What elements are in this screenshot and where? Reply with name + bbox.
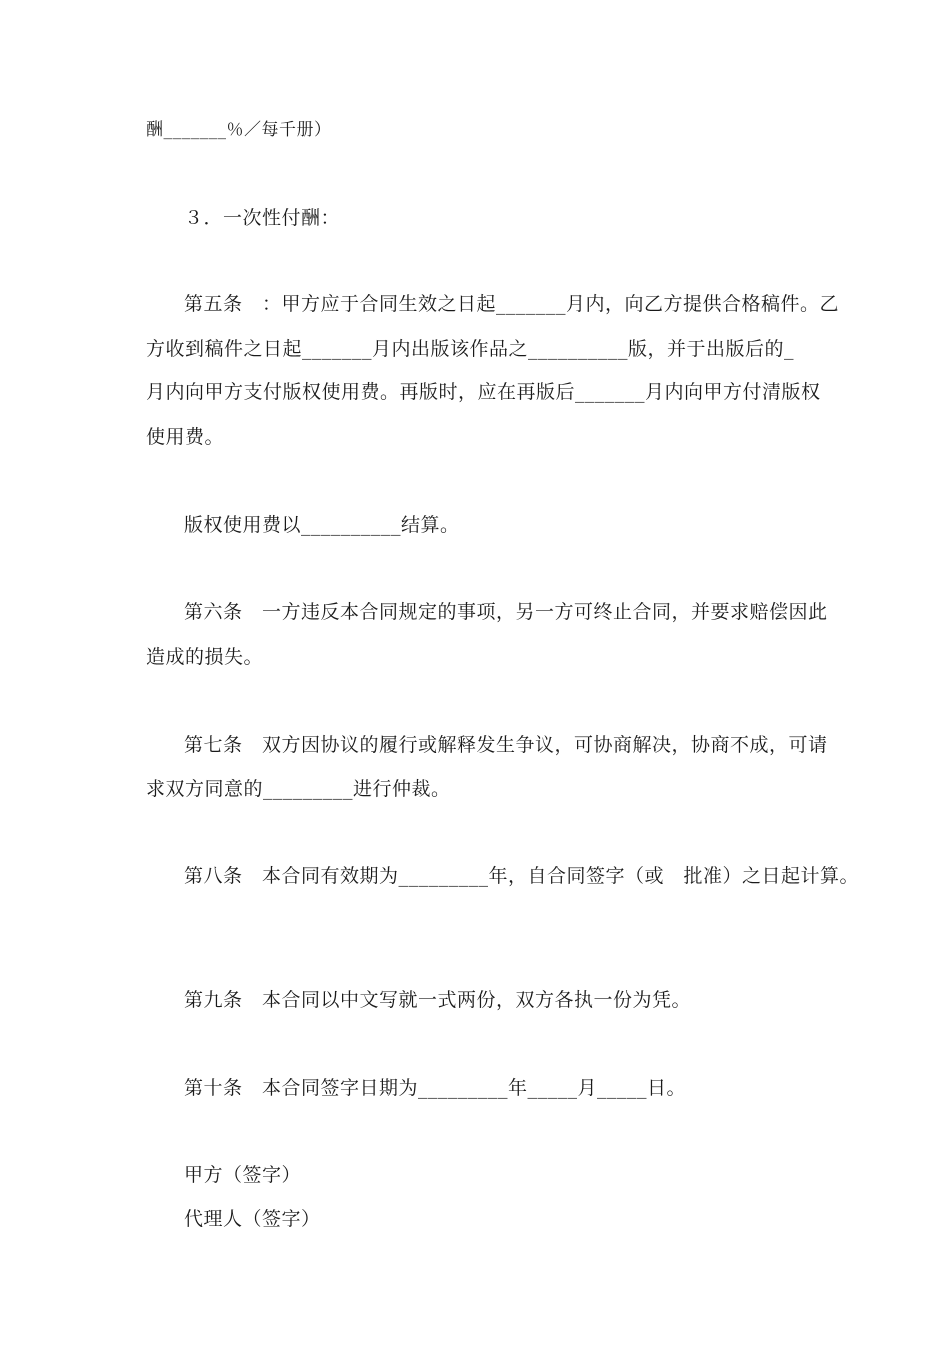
article-10-line: 第十条 本合同签字日期为_________年_____月_____日。 xyxy=(184,1077,687,1099)
article-5-line-3: 月内向甲方支付版权使用费。再版时，应在再版后_______月内向甲方付清版权 xyxy=(146,381,821,403)
royalty-rate-line: 酬_______％／每千册） xyxy=(146,120,332,140)
article-5-line-1: 第五条 ：甲方应于合同生效之日起_______月内，向乙方提供合格稿件。乙 xyxy=(184,293,840,315)
settlement-line: 版权使用费以__________结算。 xyxy=(184,514,460,536)
article-8-line: 第八条 本合同有效期为_________年，自合同签字（或 批准）之日起计算。 xyxy=(184,865,860,887)
article-5-line-4: 使用费。 xyxy=(146,426,225,448)
lump-sum-payment-heading: ３．一次性付酬： xyxy=(184,207,341,229)
article-5-line-2: 方收到稿件之日起_______月内出版该作品之__________版，并于出版后的_ xyxy=(146,338,795,360)
agent-signature-label: 代理人（签字） xyxy=(184,1208,321,1230)
article-6-line-2: 造成的损失。 xyxy=(146,646,264,668)
article-9-line: 第九条 本合同以中文写就一式两份，双方各执一份为凭。 xyxy=(184,989,692,1011)
article-7-line-2: 求双方同意的_________进行仲裁。 xyxy=(146,778,451,800)
article-7-line-1: 第七条 双方因协议的履行或解释发生争议，可协商解决，协商不成，可请 xyxy=(184,734,828,756)
party-a-signature-label: 甲方（签字） xyxy=(184,1164,302,1186)
article-6-line-1: 第六条 一方违反本合同规定的事项，另一方可终止合同，并要求赔偿因此 xyxy=(184,601,828,623)
